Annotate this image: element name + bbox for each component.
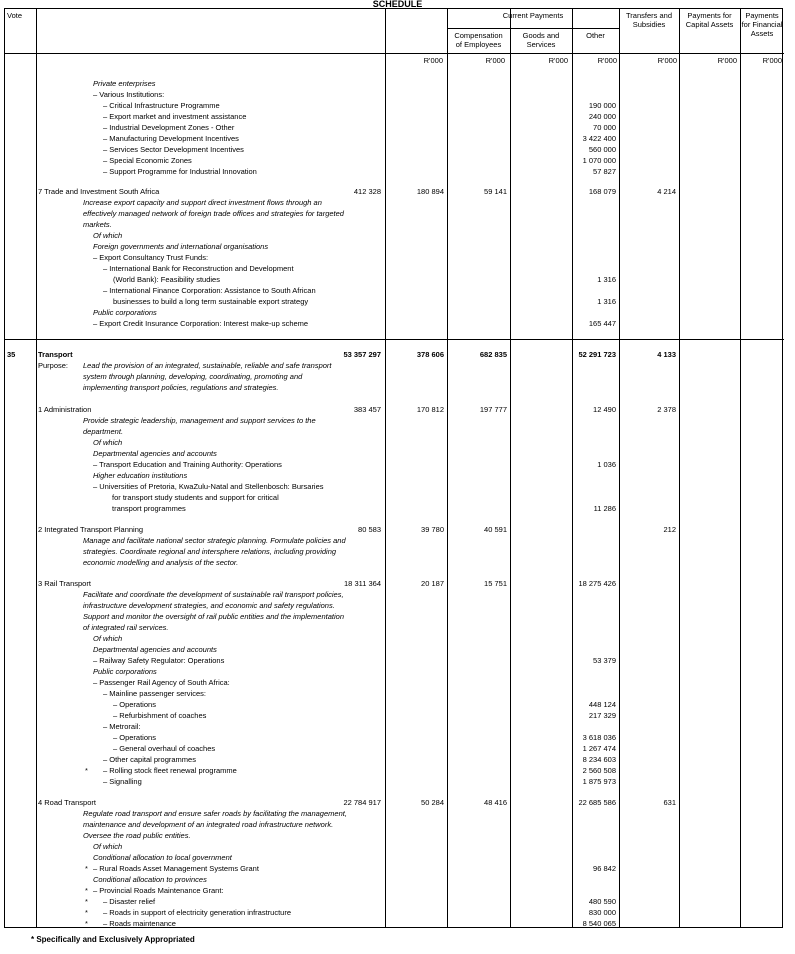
table-row — [5, 918, 784, 929]
table-row — [5, 318, 784, 329]
amount-transfers: 3 422 400 — [582, 134, 616, 143]
row-label: Transport — [38, 350, 73, 359]
table-row — [5, 644, 784, 655]
table-row — [5, 285, 784, 296]
footnote: * Specifically and Exclusively Appropriated — [31, 935, 195, 944]
table-row — [5, 252, 784, 263]
row-label: Support and monitor the oversight of rail public entities and the implementation — [83, 612, 344, 621]
amount-transfers: 12 490 — [593, 405, 616, 414]
amount-transfers: 3 618 036 — [582, 733, 616, 742]
table-row — [5, 197, 784, 208]
row-label: – Signalling — [103, 777, 142, 786]
row-label: (World Bank): Feasibility studies — [113, 275, 220, 284]
amount-transfers: 11 286 — [593, 504, 616, 513]
amount-goods: 40 591 — [484, 525, 507, 534]
table-row — [5, 732, 784, 743]
appropriation-marker: * — [85, 908, 88, 917]
row-label: – Operations — [113, 733, 156, 742]
row-label: 1 Administration — [38, 405, 92, 414]
row-label: of integrated rail services. — [83, 623, 169, 632]
amount-compensation: 39 780 — [421, 525, 444, 534]
table-row — [5, 111, 784, 122]
row-label: 2 Integrated Transport Planning — [38, 525, 144, 534]
table-row — [5, 263, 784, 274]
table-row — [5, 797, 784, 808]
schedule-table — [4, 8, 783, 928]
row-label: economic modelling and analysis of the sector. — [83, 558, 239, 567]
table-row — [5, 633, 784, 644]
table-row — [5, 426, 784, 437]
table-row — [5, 241, 784, 252]
row-label: – International Finance Corporation: Assistance to South African — [103, 286, 316, 295]
unit-compensation: R'000 — [485, 56, 505, 65]
table-row — [5, 503, 784, 514]
amount-transfers: 96 842 — [593, 864, 616, 873]
row-label: Provide strategic leadership, management and support services to the — [83, 416, 316, 425]
row-label: – Other capital programmes — [103, 755, 196, 764]
header-financial-assets: Payments for Financial Assets — [741, 11, 783, 38]
row-label: – Export Credit Insurance Corporation: Interest make-up scheme — [93, 319, 309, 328]
amount-capital: 631 — [663, 798, 676, 807]
row-label: Higher education institutions — [93, 471, 188, 480]
amount-transfers: 1 036 — [597, 460, 616, 469]
row-label: Conditional allocation to provinces — [93, 875, 207, 884]
amount-capital: 4 214 — [657, 187, 676, 196]
amount-transfers: 830 000 — [588, 908, 616, 917]
row-label: – Transport Education and Training Authority: Operations — [93, 460, 282, 469]
table-row — [5, 144, 784, 155]
table-row — [5, 470, 784, 481]
row-label: department. — [83, 427, 124, 436]
row-label: strategies. Coordinate regional and intersphere relations, including providing — [83, 547, 337, 556]
amount-goods: 15 751 — [484, 579, 507, 588]
row-label: – Various Institutions: — [93, 90, 165, 99]
row-label: – Rural Roads Asset Management Systems Grant — [93, 864, 259, 873]
row-label: – Refurbishment of coaches — [113, 711, 207, 720]
table-row — [5, 186, 784, 197]
amount-transfers: 8 234 603 — [582, 755, 616, 764]
amount-transfers: 1 875 973 — [582, 777, 616, 786]
row-label: Private enterprises — [93, 79, 156, 88]
row-label: – Export Consultancy Trust Funds: — [93, 253, 209, 262]
table-row — [5, 100, 784, 111]
table-row — [5, 166, 784, 177]
amount-total: 18 311 364 — [344, 579, 381, 588]
row-label: – Support Programme for Industrial Innovation — [103, 167, 257, 176]
row-label: Oversee the road public entities. — [83, 831, 191, 840]
table-row — [5, 415, 784, 426]
table-row — [5, 765, 784, 776]
row-label: Departmental agencies and accounts — [93, 645, 217, 654]
schedule-title: SCHEDULE — [372, 0, 423, 9]
header-transfers: Transfers and Subsidies — [626, 11, 672, 29]
table-row — [5, 655, 784, 666]
table-row — [5, 535, 784, 546]
amount-transfers: 480 590 — [588, 897, 616, 906]
row-label: system through planning, developing, coordinating, promoting and — [83, 372, 303, 381]
amount-transfers: 240 000 — [588, 112, 616, 121]
table-row — [5, 448, 784, 459]
amount-total: 80 583 — [358, 525, 381, 534]
row-label: – Disaster relief — [103, 897, 156, 906]
appropriation-marker: * — [85, 766, 88, 775]
table-row — [5, 155, 784, 166]
amount-transfers: 22 685 586 — [578, 798, 616, 807]
table-row — [5, 808, 784, 819]
unit-capital: R'000 — [717, 56, 737, 65]
amount-transfers: 1 267 474 — [582, 744, 616, 753]
row-label: – Operations — [113, 700, 156, 709]
amount-capital: 2 378 — [657, 405, 676, 414]
row-label: for transport study students and support for critical — [112, 493, 279, 502]
table-row — [5, 874, 784, 885]
amount-transfers: 1 070 000 — [582, 156, 616, 165]
appropriation-marker: * — [85, 919, 88, 928]
table-row — [5, 819, 784, 830]
amount-transfers: 70 000 — [593, 123, 616, 132]
amount-transfers: 190 000 — [588, 101, 616, 110]
table-row — [5, 557, 784, 568]
row-label: – International Bank for Reconstruction and Development — [103, 264, 294, 273]
row-label: – Rolling stock fleet renewal programme — [103, 766, 237, 775]
row-label: 7 Trade and Investment South Africa — [38, 187, 160, 196]
row-label: businesses to build a long term sustainable export strategy — [113, 297, 309, 306]
amount-transfers: 8 540 065 — [582, 919, 616, 928]
row-label: Facilitate and coordinate the development of sustainable rail transport policies, — [83, 590, 344, 599]
amount-transfers: 448 124 — [588, 700, 616, 709]
row-label: Increase export capacity and support direct investment flows through an — [83, 198, 322, 207]
amount-total: 383 457 — [353, 405, 381, 414]
table-row — [5, 622, 784, 633]
row-label: Departmental agencies and accounts — [93, 449, 217, 458]
row-label: Manage and facilitate national sector strategic planning. Formulate policies and — [83, 536, 346, 545]
table-row — [5, 776, 784, 787]
amount-compensation: 50 284 — [421, 798, 444, 807]
table-row — [5, 524, 784, 535]
row-label: – Universities of Pretoria, KwaZulu-Natal and Stellenbosch: Bursaries — [93, 482, 324, 491]
row-label: maintenance and development of an integrated road infrastructure network. — [83, 820, 334, 829]
amount-compensation: 378 606 — [416, 350, 444, 359]
table-row — [5, 208, 784, 219]
unit-transfers: R'000 — [657, 56, 677, 65]
amount-transfers: 560 000 — [588, 145, 616, 154]
table-row — [5, 688, 784, 699]
amount-transfers: 217 329 — [588, 711, 616, 720]
table-row — [5, 133, 784, 144]
row-label: Public corporations — [93, 667, 157, 676]
table-row — [5, 307, 784, 318]
amount-total: 22 784 917 — [343, 798, 381, 807]
table-row — [5, 274, 784, 285]
amount-capital: 4 133 — [657, 350, 676, 359]
amount-transfers: 165 447 — [588, 319, 616, 328]
row-label: – Provincial Roads Maintenance Grant: — [93, 886, 224, 895]
row-label: infrastructure development strategies, and economic and safety regulations. — [83, 601, 335, 610]
amount-total: 412 328 — [353, 187, 381, 196]
appropriation-marker: * — [85, 886, 88, 895]
table-row — [5, 360, 784, 371]
table-row — [5, 122, 784, 133]
table-row — [5, 546, 784, 557]
appropriation-marker: * — [85, 864, 88, 873]
table-row — [5, 896, 784, 907]
unit-other: R'000 — [597, 56, 617, 65]
row-label: effectively managed network of foreign trade offices and strategies for targeted — [83, 209, 344, 218]
table-row — [5, 404, 784, 415]
table-row — [5, 382, 784, 393]
table-row — [5, 666, 784, 677]
row-label: markets. — [83, 220, 112, 229]
table-row — [5, 754, 784, 765]
table-row — [5, 852, 784, 863]
amount-compensation: 170 812 — [416, 405, 444, 414]
row-label: transport programmes — [112, 504, 186, 513]
table-row — [5, 841, 784, 852]
row-label: 3 Rail Transport — [38, 579, 91, 588]
row-label: – Passenger Rail Agency of South Africa: — [93, 678, 230, 687]
row-label: Purpose: — [38, 361, 69, 370]
table-row — [5, 885, 784, 896]
amount-compensation: 20 187 — [421, 579, 444, 588]
amount-transfers: 57 827 — [593, 167, 616, 176]
row-label: Conditional allocation to local government — [93, 853, 232, 862]
amount-total: 53 357 297 — [343, 350, 381, 359]
amount-transfers: 52 291 723 — [578, 350, 616, 359]
row-label: Regulate road transport and ensure safer roads by facilitating the management, — [83, 809, 347, 818]
table-row — [5, 89, 784, 100]
row-label: Of which — [93, 438, 123, 447]
amount-goods: 59 141 — [484, 187, 507, 196]
amount-goods: 48 416 — [484, 798, 507, 807]
row-label: – Critical Infrastructure Programme — [103, 101, 220, 110]
row-label: – Railway Safety Regulator: Operations — [93, 656, 225, 665]
table-row — [5, 907, 784, 918]
row-label: Public corporations — [93, 308, 157, 317]
table-row — [5, 578, 784, 589]
table-row — [5, 78, 784, 89]
row-label: Of which — [93, 634, 123, 643]
header-goods-services: Goods and Services — [522, 31, 560, 49]
amount-transfers: 1 316 — [597, 275, 616, 284]
purpose-text: Lead the provision of an integrated, sustainable, reliable and safe transport — [83, 361, 332, 370]
table-row — [5, 589, 784, 600]
table-row — [5, 296, 784, 307]
unit-goods: R'000 — [548, 56, 568, 65]
row-label: – Roads maintenance — [103, 919, 176, 928]
row-label: – Industrial Development Zones - Other — [103, 123, 235, 132]
header-vote: Vote — [7, 11, 23, 20]
table-row — [5, 492, 784, 503]
amount-transfers: 53 379 — [593, 656, 616, 665]
table-row — [5, 710, 784, 721]
row-label: – Metrorail: — [103, 722, 141, 731]
table-row — [5, 219, 784, 230]
table-row — [5, 230, 784, 241]
row-label: implementing transport policies, regulations and strategies. — [83, 383, 279, 392]
table-row — [5, 481, 784, 492]
row-label: Of which — [93, 842, 123, 851]
appropriation-marker: * — [85, 897, 88, 906]
row-label: – Manufacturing Development Incentives — [103, 134, 239, 143]
unit-total: R'000 — [423, 56, 443, 65]
header-capital-assets: Payments for Capital Assets — [685, 11, 734, 29]
row-label: 4 Road Transport — [38, 798, 96, 807]
unit-financial: R'000 — [762, 56, 782, 65]
row-label: – Special Economic Zones — [103, 156, 192, 165]
amount-transfers: 18 275 426 — [578, 579, 616, 588]
table-row — [5, 677, 784, 688]
row-label: Of which — [93, 231, 123, 240]
table-row — [5, 721, 784, 732]
header-other: Other — [586, 31, 605, 40]
vote-number: 35 — [7, 350, 16, 359]
table-row — [5, 459, 784, 470]
row-label: – Roads in support of electricity generation infrastructure — [103, 908, 292, 917]
row-label: – General overhaul of coaches — [113, 744, 216, 753]
table-row — [5, 371, 784, 382]
row-label: – Export market and investment assistance — [103, 112, 247, 121]
amount-transfers: 1 316 — [597, 297, 616, 306]
table-row — [5, 437, 784, 448]
amount-goods: 682 835 — [479, 350, 507, 359]
amount-capital: 212 — [663, 525, 676, 534]
amount-transfers: 168 079 — [588, 187, 616, 196]
header-current-payments: Current Payments — [502, 11, 564, 20]
table-row — [5, 830, 784, 841]
amount-goods: 197 777 — [479, 405, 507, 414]
row-label: Foreign governments and international organisations — [93, 242, 269, 251]
row-label: – Services Sector Development Incentives — [103, 145, 244, 154]
table-row — [5, 863, 784, 874]
header-compensation: Compensation of Employees — [454, 31, 503, 49]
table-row — [5, 611, 784, 622]
row-label: – Mainline passenger services: — [103, 689, 206, 698]
table-row — [5, 699, 784, 710]
table-row — [5, 743, 784, 754]
amount-transfers: 2 560 508 — [582, 766, 616, 775]
table-row — [5, 349, 784, 360]
amount-compensation: 180 894 — [416, 187, 444, 196]
table-row — [5, 600, 784, 611]
